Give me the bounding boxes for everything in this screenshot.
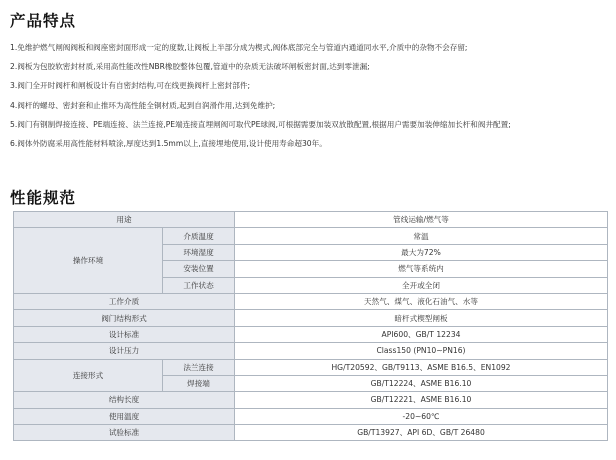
flange-value: HG/T20592、GB/T9113、ASME B16.5、EN1092 [235, 359, 608, 375]
feature-item-4: 4.阀杆的螺母、密封套和止推环为高性能全铜材质,起到自润滑作用,达到免维护; [10, 100, 276, 110]
connection-label: 连接形式 [14, 359, 163, 392]
design-pressure-value: Class150 (PN10~PN16) [235, 343, 608, 359]
table-row [14, 343, 608, 359]
feature-item-5: 5.阀门有钢制焊接连接、PE端连接、法兰连接,PE端连接直埋闸阀可取代PE球阀,可根据需要加装双放散配置,根据用户需要加装伸缩加长杆和阀井配置; [10, 119, 511, 129]
design-std-value: API600、GB/T 12234 [235, 326, 608, 342]
table-row [14, 293, 608, 309]
structure-value: 暗杆式楔型闸板 [235, 310, 608, 326]
env-label: 操作环境 [14, 228, 163, 294]
specs-heading: 性能规范 [10, 189, 77, 207]
env-humidity-label: 环境湿度 [163, 244, 235, 260]
temperature-label: 使用温度 [14, 408, 235, 424]
table-row [14, 326, 608, 342]
flange-label: 法兰连接 [163, 359, 235, 375]
usage-label: 用途 [14, 212, 235, 228]
env-humidity-value: 最大为72% [235, 244, 608, 260]
feature-item-6: 6.阀体外防腐采用高性能材料喷涂,厚度达到1.5mm以上,直接埋地使用,设计使用寿命超30年。 [10, 138, 327, 148]
features-list [10, 38, 610, 153]
structure-label: 阀门结构形式 [14, 310, 235, 326]
env-install-value: 燃气等系统内 [235, 261, 608, 277]
weld-value: GB/T12224、ASME B16.10 [235, 375, 608, 391]
test-std-label: 试验标准 [14, 425, 235, 441]
medium-label: 工作介质 [14, 293, 235, 309]
design-std-label: 设计标准 [14, 326, 235, 342]
env-medium-temp-value: 常温 [235, 228, 608, 244]
table-row [14, 425, 608, 441]
table-row [14, 212, 608, 228]
env-state-label: 工作状态 [163, 277, 235, 293]
feature-item-3: 3.阀门全开时阀杆和闸板设计有自密封结构,可在线更换阀杆上密封部件; [10, 81, 251, 91]
test-std-value: GB/T13927、API 6D、GB/T 26480 [235, 425, 608, 441]
table-row [14, 310, 608, 326]
spec-table [13, 211, 608, 441]
temperature-value: -20~60℃ [235, 408, 608, 424]
length-label: 结构长度 [14, 392, 235, 408]
env-medium-temp-label: 介质温度 [163, 228, 235, 244]
features-heading: 产品特点 [10, 12, 77, 30]
table-row [14, 408, 608, 424]
env-state-value: 全开或全闭 [235, 277, 608, 293]
table-row [14, 392, 608, 408]
design-pressure-label: 设计压力 [14, 343, 235, 359]
length-value: GB/T12221、ASME B16.10 [235, 392, 608, 408]
usage-value: 管线运输/燃气等 [235, 212, 608, 228]
weld-label: 焊接端 [163, 375, 235, 391]
medium-value: 天然气、煤气、液化石油气、水等 [235, 293, 608, 309]
feature-item-1: 1.免维护燃气闸阀阀板和阀座密封面形成一定的度数,让阀板上半部分成为楔式,阀体底部完全与管道内通道同水平,介质中的杂物不会存留; [10, 43, 468, 52]
table-row [14, 228, 608, 244]
table-row [14, 359, 608, 375]
feature-item-2: 2.阀板为包胶软密封材质,采用高性能改性NBR橡胶整体包覆,管道中的杂质无法破坏闸板密封面,达到零泄漏; [10, 62, 370, 72]
env-install-label: 安装位置 [163, 261, 235, 277]
